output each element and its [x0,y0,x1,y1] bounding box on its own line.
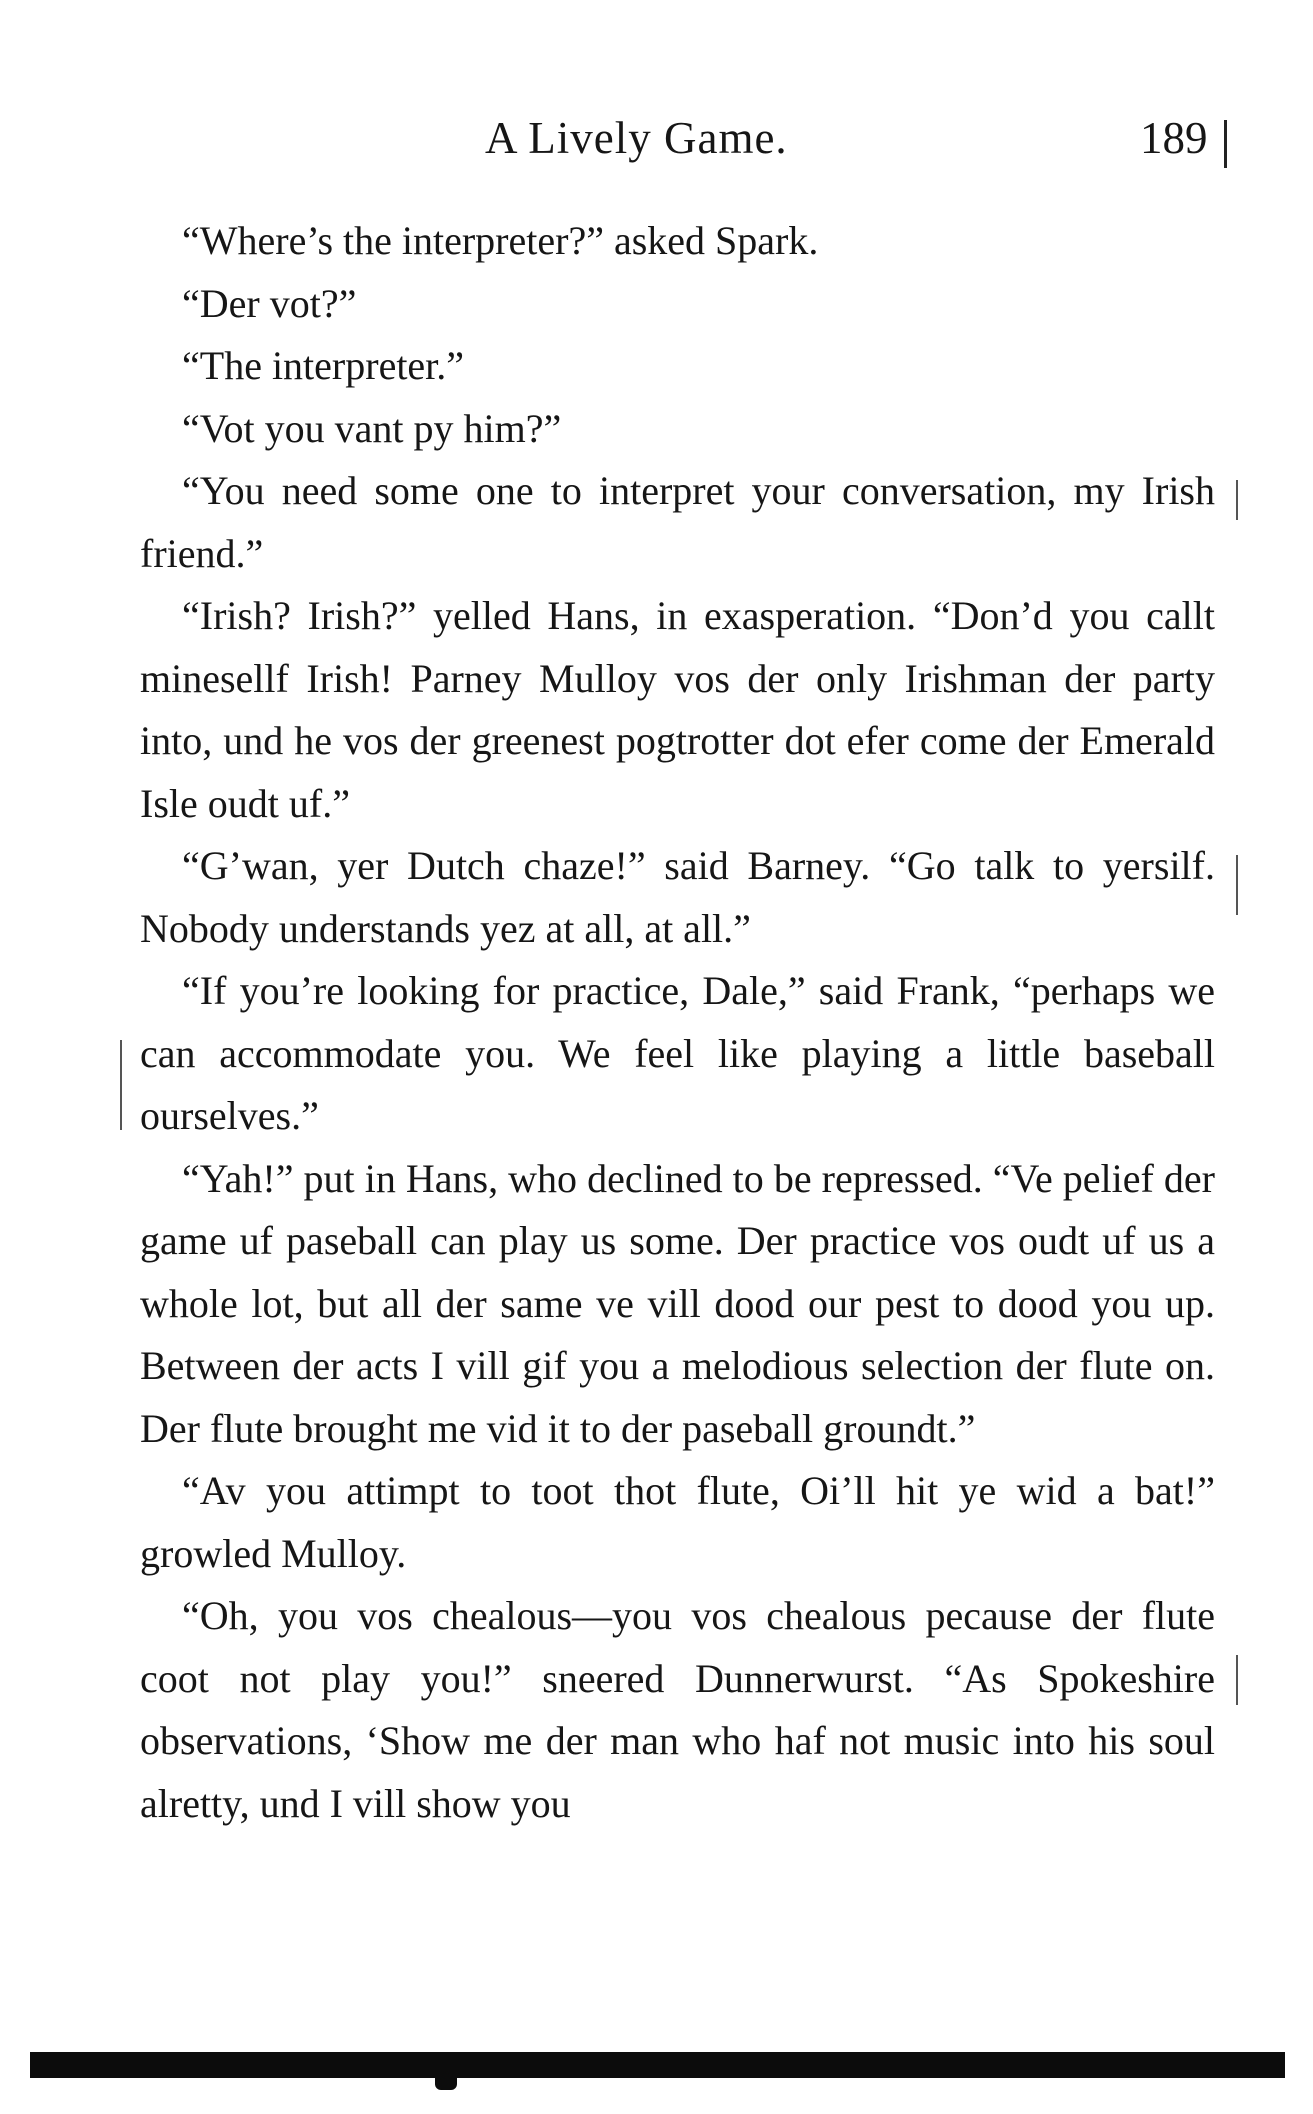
body-text [140,210,1215,1835]
paragraph: “Vot you vant py him?” [182,405,562,451]
margin-scan-mark [120,1040,122,1130]
running-head [140,112,1220,172]
margin-scan-mark [1236,855,1238,915]
scan-bottom-bar [30,2052,1285,2078]
paragraph: “Der vot?” [182,280,357,326]
paragraph: “G’wan, yer Dutch chaze!” said Barney. “Go talk to yersilf. Nobody understands yez at all, at all.” [140,843,1215,951]
header-rule [1224,120,1227,168]
paragraph: “The interpreter.” [182,343,465,388]
margin-scan-mark [1236,1655,1238,1705]
paragraph: “Where’s the interpreter?” asked Spark. [182,218,819,263]
paragraph: “You need some one to interpret your conversation, my Irish friend.” [140,468,1215,576]
paragraph: “Yah!” put in Hans, who declined to be repressed. “Ve pelief der game uf paseball can play us some. Der practice vos oudt uf us a whole lot, but all der same ve vill dood our pest to dood you up. Between der acts I vill gif you a melodious selection der flute on. Der flute brought me vid it to der paseball groundt.” [140,1155,1215,1451]
paragraph: “If you’re looking for practice, Dale,” said Frank, “perhaps we can accommodate you. We feel like playing a little baseball ourselves.” [140,968,1215,1138]
paragraph: “Av you attimpt to toot thot flute, Oi’ll hit ye wid a bat!” growled Mulloy. [140,1468,1215,1576]
running-title: A Lively Game. [485,113,788,163]
paragraph: “Irish? Irish?” yelled Hans, in exasperation. “Don’d you callt minesellf Irish! Parney Mulloy vos der only Irishman der party into, und he vos der greenest pogtrotter dot efer come der Emerald Isle oudt uf.” [140,593,1215,826]
paragraph: “Oh, you vos chealous—you vos chealous pecause der flute coot not play you!” sneered Dunnerwurst. “As Spokeshire observations, ‘Show me der man who haf not music into his soul alretty, und I vill show you [140,1593,1215,1826]
page-number: 189 [1140,113,1208,163]
margin-scan-mark [1236,480,1238,520]
scan-bottom-notch [435,2078,457,2090]
